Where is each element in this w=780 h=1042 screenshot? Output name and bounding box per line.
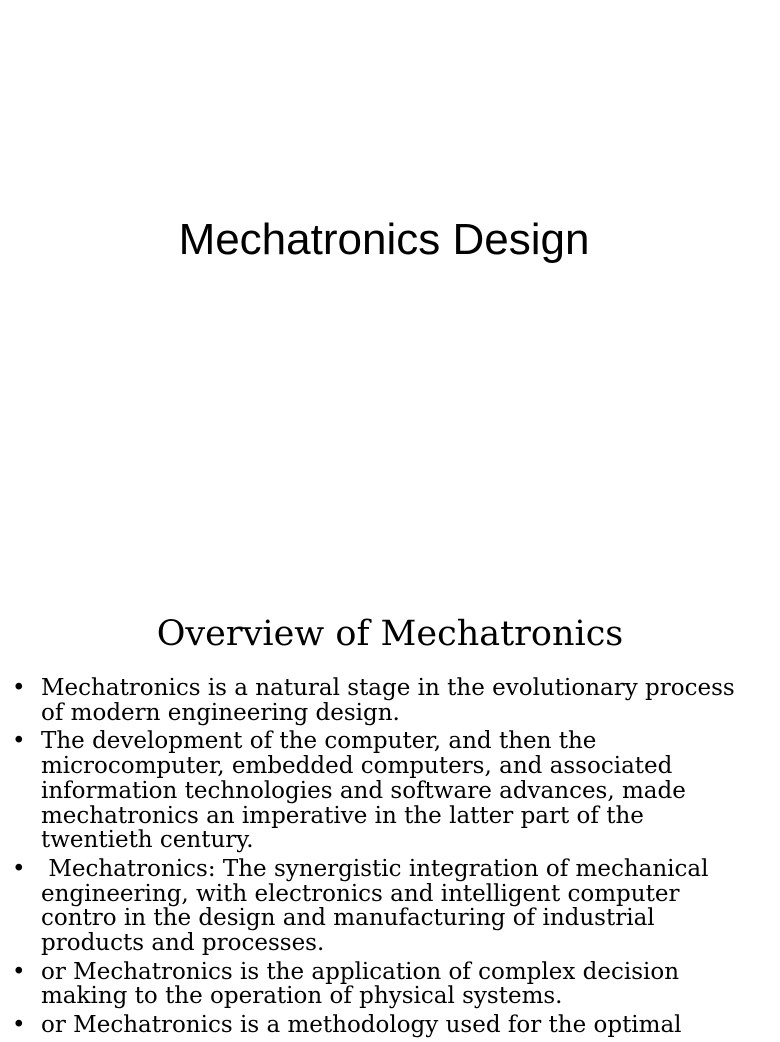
slide-title: Mechatronics Design: [178, 215, 590, 264]
bullet-icon: •: [12, 1012, 26, 1039]
bullet-text: or Mechatronics is a methodology used for the optimal: [41, 1012, 682, 1039]
bullet-item: [0, 676, 760, 725]
overview-slide: [0, 576, 768, 1039]
bullet-icon: •: [12, 958, 26, 985]
slide-heading: Overview of Mechatronics: [156, 614, 624, 654]
bullet-text: or Mechatronics is the application of complex decision making to the operation of physical systems.: [41, 958, 680, 1010]
bullet-text: The development of the computer, and then the microcomputer, embedded computers, and associated information technologies and software advances, made mechatronics an imperative in the latter part of the twentieth century.: [41, 728, 686, 854]
bullet-icon: •: [12, 728, 26, 755]
bullet-item: [0, 857, 760, 956]
bullet-item: [0, 960, 760, 1009]
bullet-text: Mechatronics is a natural stage in the evolutionary process of modern engineering design.: [41, 675, 735, 726]
bullet-list: [0, 676, 760, 1042]
bullet-icon: •: [12, 675, 26, 701]
bullet-text: Mechatronics: The synergistic integration of mechanical engineering, with electronics and intelligent computer contro in the design and manufacturing of industrial products and processes.: [41, 855, 716, 957]
bullet-item: [0, 1013, 760, 1038]
bullet-item: [0, 729, 760, 853]
bullet-icon: •: [12, 855, 26, 882]
